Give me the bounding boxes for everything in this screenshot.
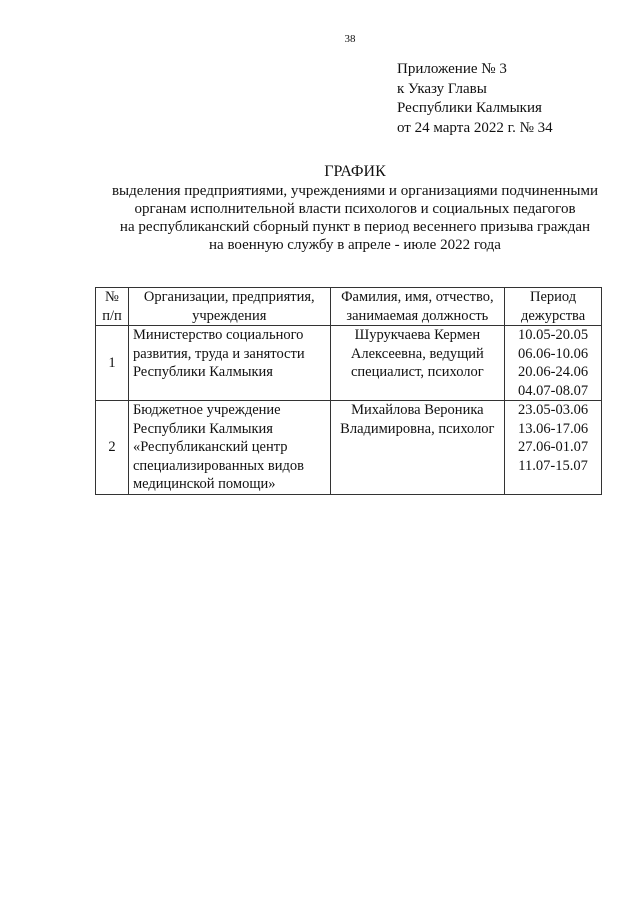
row-person: Михайлова Вероника Владимировна, психолог [330, 401, 505, 495]
table-header-row [96, 288, 602, 326]
document-title: ГРАФИК [324, 163, 386, 180]
row-periods: 23.05-03.06 13.06-17.06 27.06-01.07 11.07-15.07 [505, 401, 602, 495]
document-title-block [60, 163, 640, 254]
row-person: Шурукчаева Кермен Алексеевна, ведущий специалист, психолог [330, 326, 505, 401]
appendix-line: от 24 марта 2022 г. № 34 [397, 119, 553, 136]
table-row [96, 326, 602, 401]
header-person: Фамилия, имя, отчество, занимаемая должность [330, 288, 505, 326]
row-number: 2 [96, 401, 129, 495]
appendix-line: Республики Калмыкия [397, 100, 542, 116]
header-period: Период дежурства [505, 288, 602, 326]
appendix-line: Приложение № 3 [397, 61, 507, 77]
subtitle-line: выделения предприятиями, учреждениями и организациями подчиненными [111, 183, 599, 199]
row-number: 1 [96, 326, 129, 401]
subtitle-line: органам исполнительной власти психологов и социальных педагогов [134, 201, 576, 217]
page-number: 38 [344, 33, 356, 45]
appendix-reference [397, 60, 553, 138]
row-organization: Министерство социального развития, труда и занятости Республики Калмыкия [128, 326, 330, 401]
header-number: № п/п [96, 288, 129, 326]
appendix-line: к Указу Главы [397, 80, 487, 97]
subtitle-line: на военную службу в апреле - июле 2022 года [209, 237, 501, 253]
subtitle-line: на республиканский сборный пункт в период весеннего призыва граждан [119, 219, 591, 235]
schedule-table [95, 287, 602, 495]
row-organization: Бюджетное учреждение Республики Калмыкия «Республиканский центр специализированных видов медицинской помощи» [128, 401, 330, 495]
row-periods: 10.05-20.05 06.06-10.06 20.06-24.06 04.07-08.07 [505, 326, 602, 401]
header-organization: Организации, предприятия, учреждения [128, 288, 330, 326]
table-row [96, 401, 602, 495]
